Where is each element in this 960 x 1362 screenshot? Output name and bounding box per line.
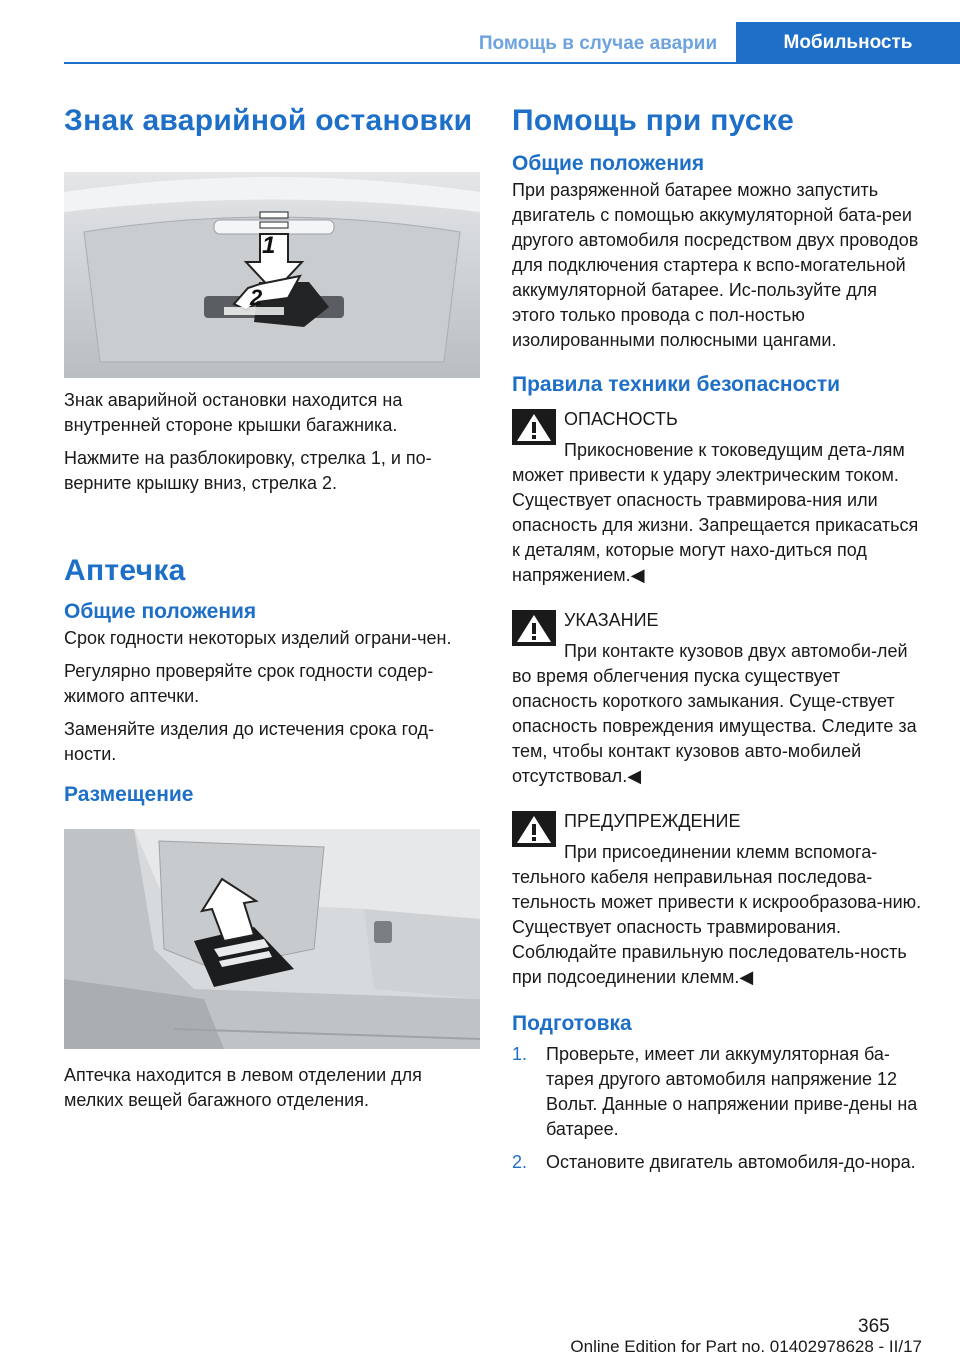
step-text: Проверьте, имеет ли аккумуляторная ба-тарея другого автомобиля напряжение 12 Вольт. Данные о напряжении приве-дены на батарее. <box>546 1044 918 1139</box>
warning-notice <box>512 608 924 789</box>
heading-jump-start: Помощь при пуске <box>512 104 795 137</box>
warning-notice-text: При контакте кузовов двух автомоби-лей во время облегчения пуска существует опасность короткого замыкания. Суще-ствует опасность повреждения имущества. Следите за тем, чтобы контакт кузовов авто-мобилей отсутствовал.◀ <box>512 641 917 786</box>
paragraph-replace: Заменяйте изделия до истечения срока год-ности. <box>64 719 434 764</box>
heading-first-aid: Аптечка <box>64 554 186 587</box>
warning-caution <box>512 809 924 990</box>
figure-trunk-lid <box>64 172 480 378</box>
header-section-tab: Помощь в случае аварии <box>478 33 718 54</box>
figure-cargo-compartment <box>64 829 480 1049</box>
preparation-steps <box>512 1042 924 1175</box>
warning-danger-title: ОПАСНОСТЬ <box>564 409 678 429</box>
list-item <box>512 1150 924 1175</box>
heading-general-left: Общие положения <box>64 600 257 623</box>
step-number: 1. <box>512 1044 528 1064</box>
page-number: 365 <box>858 1316 890 1337</box>
warning-notice-title: УКАЗАНИЕ <box>564 610 659 630</box>
warning-danger <box>512 407 924 588</box>
heading-general-right: Общие положения <box>512 152 705 175</box>
left-column <box>64 96 480 1113</box>
right-column <box>512 96 924 1175</box>
list-item <box>512 1042 924 1142</box>
callout-2: 2 <box>250 285 263 310</box>
edition-note: Online Edition for Part no. 01402978628 - II/17 <box>570 1337 922 1356</box>
paragraph-location: Знак аварийной остановки находится на внутренней стороне крышки багажника. <box>64 390 403 435</box>
paragraph-expiry: Срок годности некоторых изделий ограни-чен. <box>64 628 452 648</box>
heading-safety: Правила техники безопасности <box>512 373 841 396</box>
header-chapter-tab: Мобильность <box>736 22 960 64</box>
paragraph-first-aid-location: Аптечка находится в левом отделении для мелких вещей багажного отделения. <box>64 1065 422 1110</box>
cargo-compartment-illustration <box>64 829 480 1049</box>
callout-1: 1 <box>262 232 276 259</box>
warning-danger-text: Прикосновение к токоведущим дета-лям может привести к удару электрическим током. Существует опасность травмирова-ния или опасность для жизни. Запрещается прикасаться к деталям, которые могут нахо-диться под напряжением.◀ <box>512 440 919 585</box>
step-text: Остановите двигатель автомобиля-до-нора. <box>546 1152 916 1172</box>
warning-triangle-icon <box>512 610 556 646</box>
paragraph-check: Регулярно проверяйте срок годности содер-жимого аптечки. <box>64 661 434 706</box>
heading-preparation: Подготовка <box>512 1012 632 1035</box>
header-rule <box>64 62 960 64</box>
trunk-lid-illustration <box>64 172 480 378</box>
paragraph-unlock: Нажмите на разблокировку, стрелка 1, и по-верните крышку вниз, стрелка 2. <box>64 448 432 493</box>
paragraph-jump-intro: При разряженной батарее можно запустить двигатель с помощью аккумуляторной бата-реи другого автомобиля посредством двух проводов для подключения стартера к вспо-могательной аккумуляторной батарее. Ис-пользуйте для этого только провода с пол-ностью изолированными полюсными цангами. <box>512 180 919 350</box>
heading-placement: Размещение <box>64 783 194 806</box>
warning-triangle-icon <box>512 811 556 847</box>
warning-triangle-icon <box>512 409 556 445</box>
warning-caution-title: ПРЕДУПРЕЖДЕНИЕ <box>564 811 741 831</box>
step-number: 2. <box>512 1152 528 1172</box>
heading-warning-sign: Знак аварийной остановки <box>64 104 473 137</box>
warning-caution-text: При присоединении клемм вспомога-тельного кабеля неправильная последова-тельность может привести к искрообразова-нию. Существует опасность травмирования. Соблюдайте правильную последователь-ность при подсоединении клемм.◀ <box>512 842 922 987</box>
